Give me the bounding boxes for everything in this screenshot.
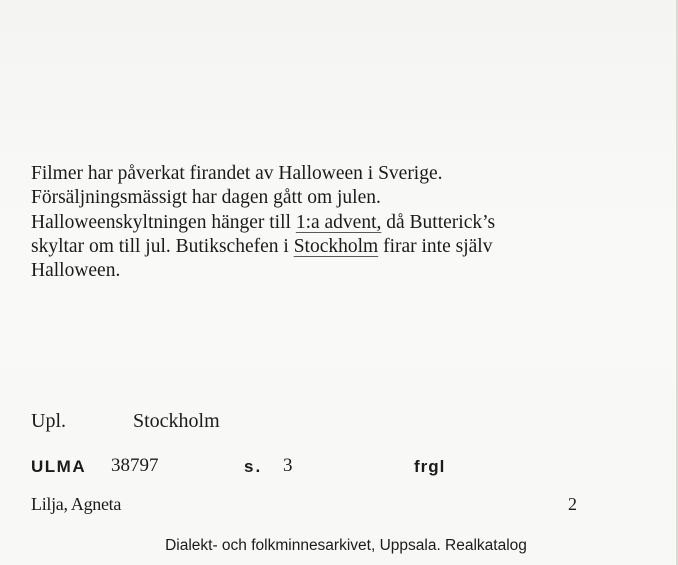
archive-footer bbox=[0, 537, 678, 555]
reference-row bbox=[31, 455, 631, 481]
card-count: 2 bbox=[568, 494, 577, 514]
underlined-place: Stockholm bbox=[293, 235, 379, 257]
body-line-4-start: skyltar om till jul. Butikschefen i bbox=[31, 235, 294, 257]
underlined-date: 1:a advent, bbox=[295, 211, 382, 233]
body-line-5: Halloween. bbox=[31, 260, 121, 282]
body-line-2: Försäljningsmässigt har dagen gått om julen. bbox=[31, 187, 381, 209]
province-label: Upl. bbox=[31, 410, 66, 432]
body-line-3-start: Halloweenskyltningen hänger till bbox=[31, 211, 296, 233]
footer-text: Dialekt- och folkminnesarkivet, Uppsala. Realkatalog bbox=[165, 537, 527, 554]
page-number: 3 bbox=[283, 455, 293, 476]
body-line-4-end: firar inte själv bbox=[378, 235, 493, 257]
body-line-3-end: då Butterick’s bbox=[381, 211, 496, 233]
accession-number: 38797 bbox=[111, 455, 159, 476]
body-line-3 bbox=[31, 211, 651, 235]
card-body-text bbox=[31, 162, 651, 283]
recorder-row bbox=[31, 494, 591, 518]
body-line-4 bbox=[31, 235, 651, 259]
body-line-1: Filmer har påverkat firandet av Halloween i Sverige. bbox=[31, 163, 443, 184]
recorder-name: Lilja, Agneta bbox=[31, 494, 122, 514]
page-label: s. bbox=[244, 457, 263, 476]
parish-label: Stockholm bbox=[133, 410, 220, 432]
archive-code: ULMA bbox=[31, 457, 87, 476]
category-code: frgl bbox=[414, 457, 446, 476]
